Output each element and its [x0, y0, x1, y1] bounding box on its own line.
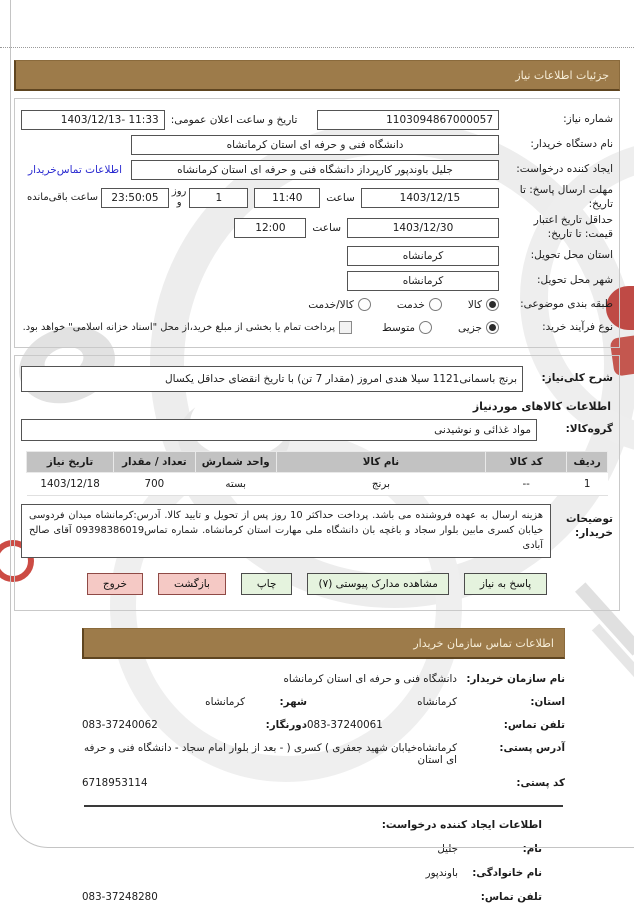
cell-item-code: --	[486, 472, 567, 495]
postal-address-value: کرمانشاه‌خیابان شهید جعفری ) کسری ( - بعد از بلوار امام سجاد - دانشگاه فنی و حرفه ای استان	[83, 741, 457, 766]
treasury-checkbox-label: پرداخت تمام یا بخشی از مبلغ خرید،از محل "اسناد خزانه اسلامی" خواهد بود.	[22, 322, 336, 334]
medium-process-radio[interactable]	[419, 321, 432, 334]
need-number-field: 1103094867000057	[317, 110, 499, 130]
reply-deadline-row	[21, 184, 613, 211]
creator-phone-label: تلفن تماس:	[480, 890, 542, 903]
first-name-value: جلیل	[437, 842, 458, 855]
need-details-header-bar	[14, 60, 620, 91]
buyer-contact-header-bar	[82, 628, 565, 659]
delivery-city-label: شهر محل تحویل:	[537, 273, 613, 286]
creator-phone-value: 083-37248280	[82, 890, 158, 903]
goods-group-row	[21, 419, 613, 441]
purchase-process-row	[21, 318, 613, 338]
cell-item-name: برنج	[276, 472, 485, 495]
price-validity-row	[21, 214, 613, 241]
delivery-city-field: کرمانشاه	[347, 271, 499, 291]
goods-table-header-row	[27, 451, 608, 472]
col-quantity: تعداد / مقدار	[114, 451, 195, 472]
buyer-notes-label: توضیحات خریدار:	[565, 512, 613, 540]
subject-classification-label: طبقه بندی موضوعی:	[520, 297, 613, 310]
reply-deadline-label: مهلت ارسال پاسخ: تا تاریخ:	[519, 184, 613, 210]
cell-need-date: 1403/12/18	[27, 472, 114, 495]
buyer-notes-row	[21, 504, 613, 558]
and-label: و	[176, 196, 182, 208]
treasury-checkbox[interactable]	[339, 321, 352, 334]
goods-radio-label: کالا	[467, 298, 482, 311]
need-description-row	[21, 366, 613, 392]
need-details-header-title: جزئیات اطلاعات نیاز	[515, 69, 609, 82]
province-label: استان:	[530, 695, 565, 708]
province-value: کرمانشاه	[417, 695, 457, 708]
subject-option-goods	[468, 298, 499, 311]
phone-label: تلفن تماس:	[503, 718, 565, 731]
validity-hour-label: ساعت	[312, 221, 341, 234]
remaining-time-field: 23:50:05	[101, 188, 169, 208]
deadline-hour-label: ساعت	[326, 191, 355, 204]
col-item-code: کد کالا	[486, 451, 567, 472]
cell-count-unit: بسته	[195, 472, 276, 495]
print-button[interactable]: چاپ	[241, 573, 293, 595]
price-validity-date-field: 1403/12/30	[347, 218, 499, 238]
creator-info-section	[82, 819, 542, 903]
fax-label: دورنگار:	[265, 718, 307, 731]
last-name-label: نام خانوادگی:	[472, 866, 542, 879]
view-attachments-button[interactable]: مشاهده مدارک پیوستی (۷)	[307, 573, 448, 595]
city-label: شهر:	[279, 695, 307, 708]
need-description-field: برنج باسمانی1121 سیلا هندی امروز (مقدار 7 تن) با تاریخ انقضای حداقل یکسال	[21, 366, 523, 392]
service-radio[interactable]	[429, 298, 442, 311]
reply-to-need-button[interactable]: پاسخ به نیاز	[464, 573, 547, 595]
buyer-contact-header-title: اطلاعات تماس سازمان خریدار	[413, 636, 554, 650]
small-process-radio[interactable]	[486, 321, 499, 334]
medium-process-radio-label: متوسط	[382, 321, 416, 334]
city-value: کرمانشاه	[205, 695, 245, 708]
subject-option-goods-service	[308, 298, 371, 311]
contact-divider	[84, 805, 563, 807]
goods-group-field: مواد غذائی و نوشیدنی	[21, 419, 537, 441]
goods-group-label: گروه‌کالا:	[565, 422, 613, 435]
reply-deadline-date-field: 1403/12/15	[361, 188, 499, 208]
cell-quantity: 700	[114, 472, 195, 495]
goods-radio[interactable]	[486, 298, 499, 311]
col-item-name: نام کالا	[276, 451, 485, 472]
request-creator-row	[21, 159, 613, 181]
reply-deadline-time-field: 11:40	[254, 188, 320, 208]
back-button[interactable]: بازگشت	[158, 573, 226, 595]
first-name-label: نام:	[522, 842, 542, 855]
goods-table-row	[27, 472, 608, 495]
subject-option-service	[397, 298, 442, 311]
buyer-name-label: نام دستگاه خریدار:	[530, 138, 613, 151]
postal-code-value: 6718953114	[82, 776, 148, 789]
delivery-city-row	[21, 270, 613, 292]
goods-info-subheader: اطلاعات کالاهای موردنیاز	[472, 399, 611, 413]
process-option-medium	[382, 321, 432, 334]
price-validity-time-field: 12:00	[234, 218, 306, 238]
buyer-notes-field: هزینه ارسال به عهده فروشنده می باشد. پرداخت حداکثر 10 روز پس از تحویل و تایید کالا. آدرس:کرمانشاه میدان فردوسی خیابان کسری مابین بلوار سجاد و باغچه بان دانشگاه ملی مهارت استان کرمانشاه. شماره تماس09398386019 آقای صالح آبادی	[21, 504, 551, 558]
purchase-process-label: نوع فرآیند خرید:	[542, 320, 613, 333]
last-name-value: باوندپور	[425, 866, 458, 879]
request-creator-label: ایجاد کننده درخواست:	[516, 163, 613, 176]
subject-classification-row	[21, 295, 613, 315]
buyer-contact-section	[82, 628, 565, 807]
service-radio-label: خدمت	[396, 298, 425, 311]
goods-info-box	[14, 355, 620, 611]
day-and-label	[172, 187, 187, 208]
col-row-number: ردیف	[567, 451, 608, 472]
announce-datetime-field: 1403/12/13- 11:33	[21, 110, 165, 130]
request-creator-field: جلیل باوندپور کارپرداز دانشگاه فنی و حرفه ای استان کرمانشاه	[131, 160, 499, 180]
buyer-name-row	[21, 134, 613, 156]
delivery-province-field: کرمانشاه	[347, 246, 499, 266]
small-process-radio-label: جزیی	[458, 321, 482, 334]
day-label: روز	[171, 186, 187, 198]
treasury-option	[23, 321, 352, 334]
phone-value: 083-37240061	[307, 718, 383, 731]
announce-datetime-label: تاریخ و ساعت اعلان عمومی:	[170, 114, 298, 126]
goods-service-radio-label: کالا/خدمت	[308, 298, 354, 311]
fax-value: 083-37240062	[82, 718, 158, 731]
action-buttons-row	[21, 573, 613, 595]
buyer-contact-grid	[82, 673, 565, 789]
col-need-date: تاریخ نیاز	[27, 451, 114, 472]
remaining-hours-label: ساعت باقی‌مانده	[27, 192, 99, 204]
org-name-value: دانشگاه فنی و حرفه ای استان کرمانشاه	[283, 672, 457, 685]
cell-row-number: 1	[567, 472, 608, 495]
creator-info-header: اطلاعات ایجاد کننده درخواست:	[381, 818, 542, 831]
goods-service-radio[interactable]	[358, 298, 371, 311]
goods-table	[26, 451, 608, 496]
org-name-label: نام سازمان خریدار:	[466, 672, 565, 685]
need-number-label: شماره نیاز:	[563, 113, 613, 126]
buyer-contact-link[interactable]: اطلاعات تماس‌خریدار	[28, 164, 122, 176]
postal-address-label: آدرس پستی:	[499, 741, 565, 754]
need-description-label: شرح کلی‌نیاز:	[541, 371, 613, 384]
postal-code-label: کد پستی:	[516, 776, 565, 789]
process-option-small	[458, 321, 499, 334]
need-number-row	[21, 109, 613, 131]
need-details-box	[14, 98, 620, 348]
buyer-name-field: دانشگاه فنی و حرفه ای استان کرمانشاه	[131, 135, 499, 155]
price-validity-label: حداقل تاریخ اعتبار قیمت: تا تاریخ:	[533, 214, 613, 240]
delivery-province-row	[21, 245, 613, 267]
delivery-province-label: استان محل تحویل:	[530, 248, 613, 261]
creator-info-grid	[82, 843, 542, 903]
col-count-unit: واحد شمارش	[195, 451, 276, 472]
remaining-days-field: 1	[189, 188, 248, 208]
exit-button[interactable]: خروج	[87, 573, 143, 595]
